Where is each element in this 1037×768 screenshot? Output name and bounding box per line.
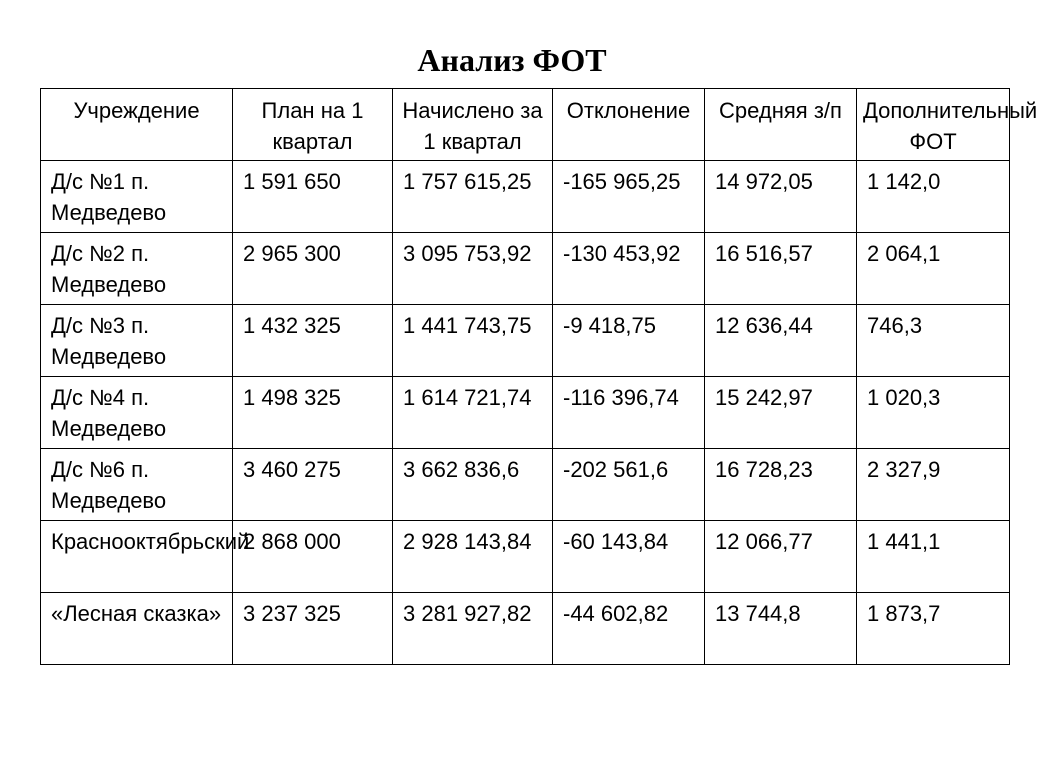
institution-cell: Д/с №4 п. Медведево	[41, 377, 233, 449]
institution-cell: Д/с №1 п. Медведево	[41, 161, 233, 233]
institution-cell: Краснооктябрьский	[41, 521, 233, 593]
table-header-row	[41, 89, 1010, 161]
average-salary-cell: 16 728,23	[705, 449, 857, 521]
average-salary-cell: 16 516,57	[705, 233, 857, 305]
column-header-additional-fot: Дополнительный ФОТ	[857, 89, 1010, 161]
additional-fot-cell: 1 020,3	[857, 377, 1010, 449]
plan-cell: 1 432 325	[233, 305, 393, 377]
table-row	[41, 449, 1010, 521]
column-header-accrued: Начислено за 1 квартал	[393, 89, 553, 161]
table-row	[41, 593, 1010, 665]
column-header-average-salary: Средняя з/п	[705, 89, 857, 161]
deviation-cell: -165 965,25	[553, 161, 705, 233]
deviation-cell: -202 561,6	[553, 449, 705, 521]
average-salary-cell: 12 636,44	[705, 305, 857, 377]
accrued-cell: 1 441 743,75	[393, 305, 553, 377]
deviation-cell: -9 418,75	[553, 305, 705, 377]
additional-fot-cell: 746,3	[857, 305, 1010, 377]
plan-cell: 2 868 000	[233, 521, 393, 593]
plan-cell: 3 237 325	[233, 593, 393, 665]
table-row	[41, 161, 1010, 233]
average-salary-cell: 14 972,05	[705, 161, 857, 233]
accrued-cell: 1 614 721,74	[393, 377, 553, 449]
accrued-cell: 3 662 836,6	[393, 449, 553, 521]
institution-cell: Д/с №6 п. Медведево	[41, 449, 233, 521]
additional-fot-cell: 1 873,7	[857, 593, 1010, 665]
page-title: Анализ ФОТ	[417, 42, 607, 78]
institution-cell: Д/с №3 п. Медведево	[41, 305, 233, 377]
column-header-plan: План на 1 квартал	[233, 89, 393, 161]
plan-cell: 2 965 300	[233, 233, 393, 305]
institution-cell: «Лесная сказка»	[41, 593, 233, 665]
additional-fot-cell: 2 327,9	[857, 449, 1010, 521]
plan-cell: 1 591 650	[233, 161, 393, 233]
average-salary-cell: 12 066,77	[705, 521, 857, 593]
deviation-cell: -130 453,92	[553, 233, 705, 305]
plan-cell: 3 460 275	[233, 449, 393, 521]
additional-fot-cell: 1 441,1	[857, 521, 1010, 593]
additional-fot-cell: 1 142,0	[857, 161, 1010, 233]
additional-fot-cell: 2 064,1	[857, 233, 1010, 305]
accrued-cell: 3 095 753,92	[393, 233, 553, 305]
deviation-cell: -60 143,84	[553, 521, 705, 593]
plan-cell: 1 498 325	[233, 377, 393, 449]
accrued-cell: 2 928 143,84	[393, 521, 553, 593]
average-salary-cell: 15 242,97	[705, 377, 857, 449]
table-row	[41, 377, 1010, 449]
accrued-cell: 3 281 927,82	[393, 593, 553, 665]
fot-analysis-table	[40, 88, 1037, 665]
table-row	[41, 233, 1010, 305]
average-salary-cell: 13 744,8	[705, 593, 857, 665]
deviation-cell: -116 396,74	[553, 377, 705, 449]
table-row	[41, 305, 1010, 377]
accrued-cell: 1 757 615,25	[393, 161, 553, 233]
institution-cell: Д/с №2 п. Медведево	[41, 233, 233, 305]
column-header-institution: Учреждение	[41, 89, 233, 161]
deviation-cell: -44 602,82	[553, 593, 705, 665]
column-header-deviation: Отклонение	[553, 89, 705, 161]
table-row	[41, 521, 1010, 593]
